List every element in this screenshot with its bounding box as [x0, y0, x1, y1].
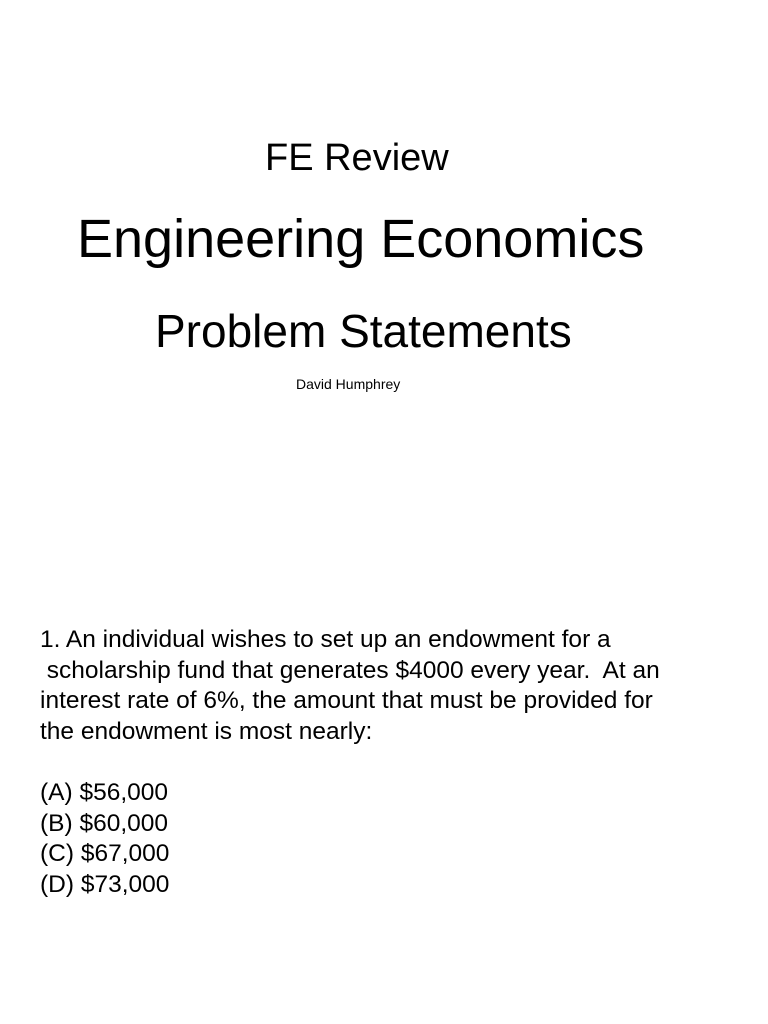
answer-options — [40, 778, 169, 900]
author-name: David Humphrey — [296, 376, 401, 392]
answer-option-a: (A) $56,000 — [40, 779, 169, 806]
problem-line: 1. An individual wishes to set up an endowment for a — [40, 626, 611, 653]
answer-option-d: (D) $73,000 — [40, 870, 170, 898]
problem-line: the endowment is most nearly: — [40, 717, 373, 745]
problem-statement — [40, 625, 740, 747]
problem-line: scholarship fund that generates $4000 every year. At an — [40, 656, 660, 684]
problem-line: interest rate of 6%, the amount that must be provided for — [40, 687, 653, 714]
review-subtitle: FE Review — [265, 137, 449, 179]
section-title: Problem Statements — [155, 305, 572, 357]
answer-option-b: (B) $60,000 — [40, 809, 169, 837]
answer-option-c: (C) $67,000 — [40, 840, 170, 867]
page-title: Engineering Economics — [77, 209, 645, 269]
